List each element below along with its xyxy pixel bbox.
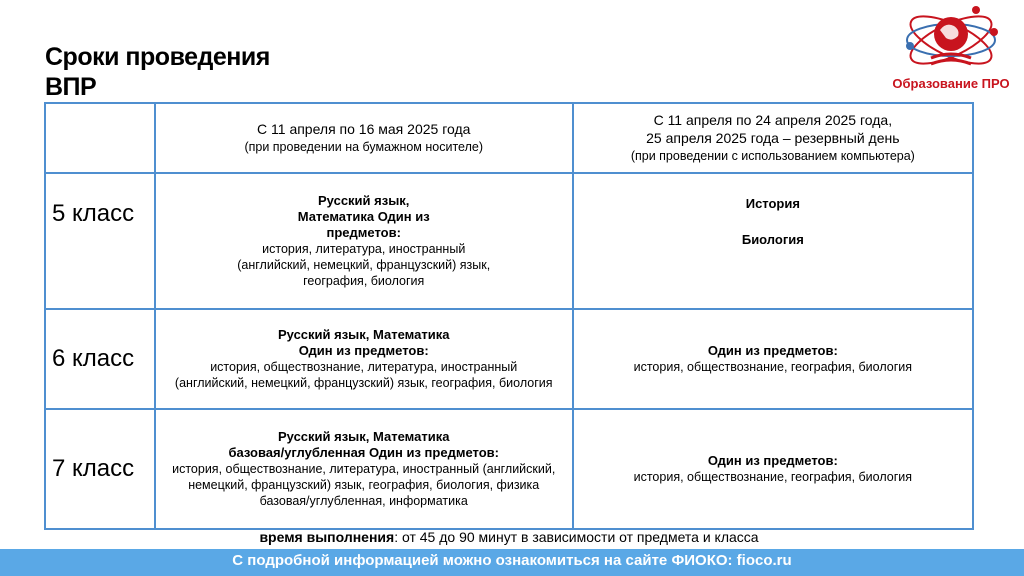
subjects-bold: Один из предметов <box>298 343 425 358</box>
paper-subjects-cell: Русский язык, Математика Один из предметов: история, обществознание, литература, иностранный (английский, немецкий, французский) язык, география, биология <box>155 309 573 409</box>
computer-subjects-cell <box>573 173 973 309</box>
table-row <box>45 173 973 309</box>
table-row <box>45 309 973 409</box>
subjects-bold: Русский язык, Математика <box>278 327 450 342</box>
title-line-2: ВПР <box>45 73 97 101</box>
atom-globe-icon <box>878 2 1024 80</box>
subjects-bold: Один из предметов: <box>707 453 838 468</box>
subjects-list: история, литература, иностранный (английский, немецкий, французский) язык, география, биология <box>237 242 491 288</box>
subjects-bold: предметов <box>326 225 397 240</box>
duration-note <box>44 528 974 550</box>
subjects-list: история, обществознание, география, биология <box>633 470 913 484</box>
grade-label: 7 класс <box>45 409 155 529</box>
subjects-bold: базовая/углубленная Один из предметов <box>228 445 495 460</box>
table-header-row <box>45 103 973 173</box>
header-computer-dates: С 11 апреля по 24 апреля 2025 года, <box>653 112 893 128</box>
subjects-list: история, обществознание, география, биология <box>633 360 913 374</box>
subjects-list: история, обществознание, литература, иностранный (английский, немецкий, французский) язык, география, биология, физика базовая/углубленная, информатика <box>172 462 556 508</box>
subjects-bold: Русский язык, <box>318 193 410 208</box>
computer-subjects-cell <box>573 409 973 529</box>
title-line-1: Сроки проведения <box>45 43 270 71</box>
header-computer-note: (при проведении с использованием компьютера) <box>630 149 915 163</box>
duration-label: время выполнения <box>259 529 395 545</box>
footer-text: С подробной информацией можно ознакомиться на сайте ФИОКО: fioco.ru <box>232 552 792 569</box>
table-row <box>45 409 973 529</box>
paper-subjects-cell: Русский язык, Математика Один из предметов: история, литература, иностранный (английский, немецкий, французский) язык, география, биология <box>155 173 573 309</box>
paper-subjects-cell: Русский язык, Математика базовая/углубленная Один из предметов: история, обществознание, литература, иностранный (английский, немецкий, французский) язык, география, биология, физика базовая/углубленная, информатика <box>155 409 573 529</box>
subjects-list: история, обществознание, литература, иностранный (английский, немецкий, французский) язык, география, биология <box>174 360 553 390</box>
grade-label: 6 класс <box>45 309 155 409</box>
header-computer-reserve: 25 апреля 2025 года – резервный день <box>646 130 900 146</box>
header-paper-dates: С 11 апреля по 16 мая 2025 года <box>257 121 471 137</box>
header-paper-cell <box>155 103 573 173</box>
subjects-bold: Русский язык, Математика <box>278 429 450 444</box>
computer-subjects-cell <box>573 309 973 409</box>
header-computer-cell <box>573 103 973 173</box>
subjects-bold: Математика Один из <box>297 209 430 224</box>
subject-history: История <box>745 196 800 211</box>
header-empty-cell <box>45 103 155 173</box>
duration-text: : от 45 до 90 минут в зависимости от предмета и класса <box>394 529 759 545</box>
page-title <box>45 42 270 102</box>
grade-label: 5 класс <box>45 173 155 309</box>
subject-biology: Биология <box>741 232 804 247</box>
schedule-table <box>44 102 974 530</box>
header-paper-note: (при проведении на бумажном носителе) <box>244 140 483 154</box>
logo <box>878 2 1024 102</box>
subjects-bold: Один из предметов: <box>707 343 838 358</box>
logo-text: Образование ПРО <box>892 76 1010 91</box>
